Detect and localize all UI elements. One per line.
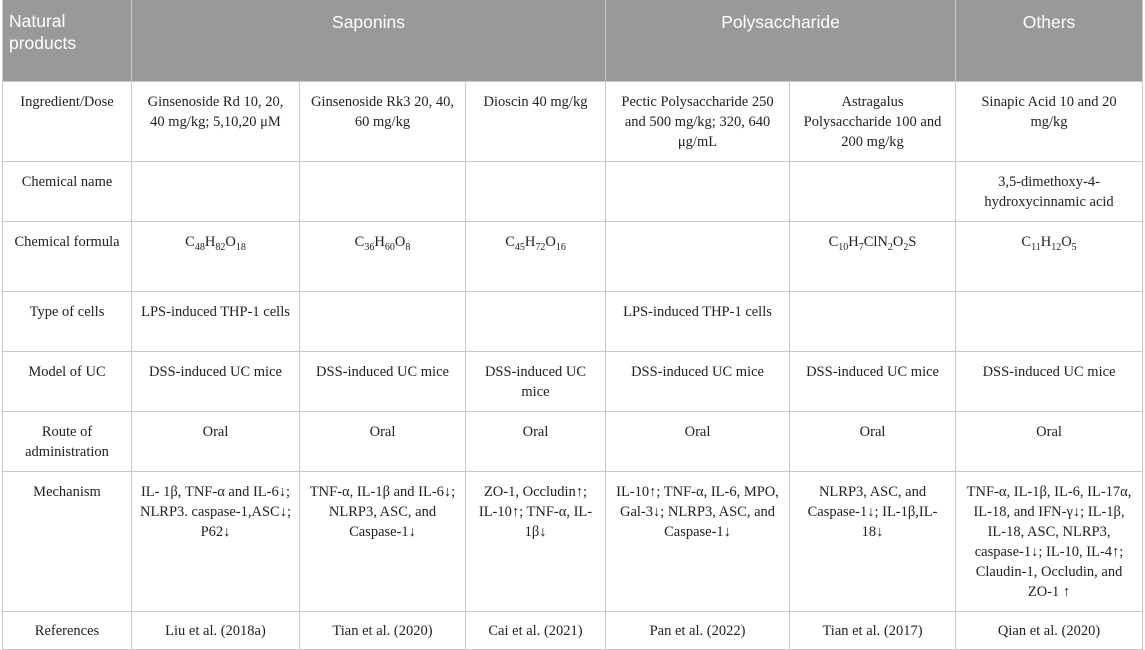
row-references: [3, 612, 1143, 650]
formula-subscript: 72: [535, 241, 546, 253]
table-cell: IL-10↑; TNF-α, IL-6, MPO, Gal-3↓; NLRP3, ASC, and Caspase-1↓: [606, 472, 790, 612]
formula-element: C: [1021, 234, 1032, 250]
table-cell: IL- 1β, TNF-α and IL-6↓; NLRP3. caspase-1,ASC↓; P62↓: [132, 472, 300, 612]
row-label: Mechanism: [3, 472, 132, 612]
table-cell: NLRP3, ASC, and Caspase-1↓; IL-1β,IL-18↓: [790, 472, 956, 612]
table-cell: [300, 292, 466, 352]
table-cell: [606, 162, 790, 222]
row-chemical-formula: [3, 222, 1143, 292]
formula-subscript: 2: [887, 241, 893, 253]
formula-subscript: 60: [384, 241, 395, 253]
formula-element: O: [1061, 234, 1072, 250]
formula-cell: [300, 222, 466, 292]
formula-element: O: [225, 234, 236, 250]
row-label: Type of cells: [3, 292, 132, 352]
table-cell: [790, 162, 956, 222]
formula-element: C: [505, 234, 515, 250]
table-cell: Ginsenoside Rd 10, 20, 40 mg/kg; 5,10,20 μM: [132, 82, 300, 162]
table-cell: LPS-induced THP-1 cells: [606, 292, 790, 352]
formula-subscript: 2: [903, 241, 909, 253]
reference-cell: Cai et al. (2021): [466, 612, 606, 650]
formula-subscript: 5: [1071, 241, 1077, 253]
header-others: Others: [956, 0, 1143, 82]
table-cell: DSS-induced UC mice: [466, 352, 606, 412]
table-cell: Ginsenoside Rk3 20, 40, 60 mg/kg: [300, 82, 466, 162]
formula-subscript: 12: [1051, 241, 1062, 253]
chemical-formula: [355, 232, 411, 258]
table-cell: Astragalus Polysaccharide 100 and 200 mg/kg: [790, 82, 956, 162]
formula-element: H: [204, 234, 216, 250]
formula-subscript: 36: [364, 241, 375, 253]
header-natural-products: Natural products: [3, 0, 132, 82]
formula-element: C: [828, 234, 839, 250]
table-cell: [466, 292, 606, 352]
table-cell: Oral: [956, 412, 1143, 472]
header-saponins: Saponins: [132, 0, 606, 82]
table-cell: Oral: [466, 412, 606, 472]
formula-subscript: 82: [215, 241, 226, 253]
table-cell: [466, 162, 606, 222]
formula-cell: [466, 222, 606, 292]
row-type-of-cells: [3, 292, 1143, 352]
chemical-formula: [829, 232, 917, 258]
formula-element: ClN: [863, 234, 888, 250]
formula-cell: [606, 222, 790, 292]
table-cell: [956, 292, 1143, 352]
table-cell: Dioscin 40 mg/kg: [466, 82, 606, 162]
formula-cell: [132, 222, 300, 292]
formula-subscript: 45: [514, 241, 525, 253]
row-label: Chemical name: [3, 162, 132, 222]
reference-cell: Tian et al. (2017): [790, 612, 956, 650]
table-cell: DSS-induced UC mice: [606, 352, 790, 412]
table-cell: DSS-induced UC mice: [300, 352, 466, 412]
table-cell: 3,5-dimethoxy-4-hydroxycinnamic acid: [956, 162, 1143, 222]
row-ingredient-dose: [3, 82, 1143, 162]
table-cell: Oral: [132, 412, 300, 472]
data-table: [2, 0, 1143, 650]
formula-element: H: [524, 234, 536, 250]
formula-subscript: 8: [405, 241, 411, 253]
formula-cell: [956, 222, 1143, 292]
table-cell: Pectic Polysaccharide 250 and 500 mg/kg; 320, 640 μg/mL: [606, 82, 790, 162]
reference-cell: Tian et al. (2020): [300, 612, 466, 650]
row-chemical-name: [3, 162, 1143, 222]
formula-element: O: [394, 234, 406, 250]
row-label: Route of administration: [3, 412, 132, 472]
formula-element: C: [354, 234, 365, 250]
row-model-of-uc: [3, 352, 1143, 412]
row-route-of-administration: [3, 412, 1143, 472]
formula-element: C: [185, 234, 195, 250]
row-label: References: [3, 612, 132, 650]
row-label: Chemical formula: [3, 222, 132, 292]
table-cell: DSS-induced UC mice: [956, 352, 1143, 412]
table-cell: [300, 162, 466, 222]
reference-cell: Pan et al. (2022): [606, 612, 790, 650]
formula-element: H: [374, 234, 385, 250]
table-cell: DSS-induced UC mice: [132, 352, 300, 412]
table-cell: Oral: [790, 412, 956, 472]
formula-element: O: [892, 234, 904, 250]
row-label: Model of UC: [3, 352, 132, 412]
table-cell: TNF-α, IL-1β and IL-6↓; NLRP3, ASC, and Caspase-1↓: [300, 472, 466, 612]
table-cell: ZO-1, Occludin↑; IL-10↑; TNF-α, IL-1β↓: [466, 472, 606, 612]
formula-cell: [790, 222, 956, 292]
table-cell: Oral: [300, 412, 466, 472]
table-cell: DSS-induced UC mice: [790, 352, 956, 412]
formula-element: H: [848, 234, 859, 250]
row-label: Ingredient/Dose: [3, 82, 132, 162]
table-cell: TNF-α, IL-1β, IL-6, IL-17α, IL-18, and IFN-γ↓; IL-1β, IL-18, ASC, NLRP3, caspase-1↓; IL-10, IL-4↑; Claudin-1, Occludin, and ZO-1 ↑: [956, 472, 1143, 612]
table-cell: [132, 162, 300, 222]
table-cell: Sinapic Acid 10 and 20 mg/kg: [956, 82, 1143, 162]
table-cell: LPS-induced THP-1 cells: [132, 292, 300, 352]
table-cell: [790, 292, 956, 352]
header-polysaccharide: Polysaccharide: [606, 0, 956, 82]
formula-subscript: 11: [1031, 241, 1041, 253]
reference-cell: Liu et al. (2018a): [132, 612, 300, 650]
formula-subscript: 16: [555, 241, 566, 253]
reference-cell: Qian et al. (2020): [956, 612, 1143, 650]
formula-subscript: 7: [858, 241, 864, 253]
formula-element: O: [545, 234, 556, 250]
row-mechanism: [3, 472, 1143, 612]
header-row: [3, 0, 1143, 82]
formula-subscript: 10: [838, 241, 849, 253]
formula-element: H: [1040, 234, 1052, 250]
formula-subscript: 18: [235, 241, 246, 253]
chemical-formula: [1021, 232, 1076, 258]
table-cell: Oral: [606, 412, 790, 472]
formula-element: S: [908, 234, 917, 250]
formula-subscript: 48: [194, 241, 205, 253]
chemical-formula: [505, 232, 566, 258]
chemical-formula: [185, 232, 246, 258]
